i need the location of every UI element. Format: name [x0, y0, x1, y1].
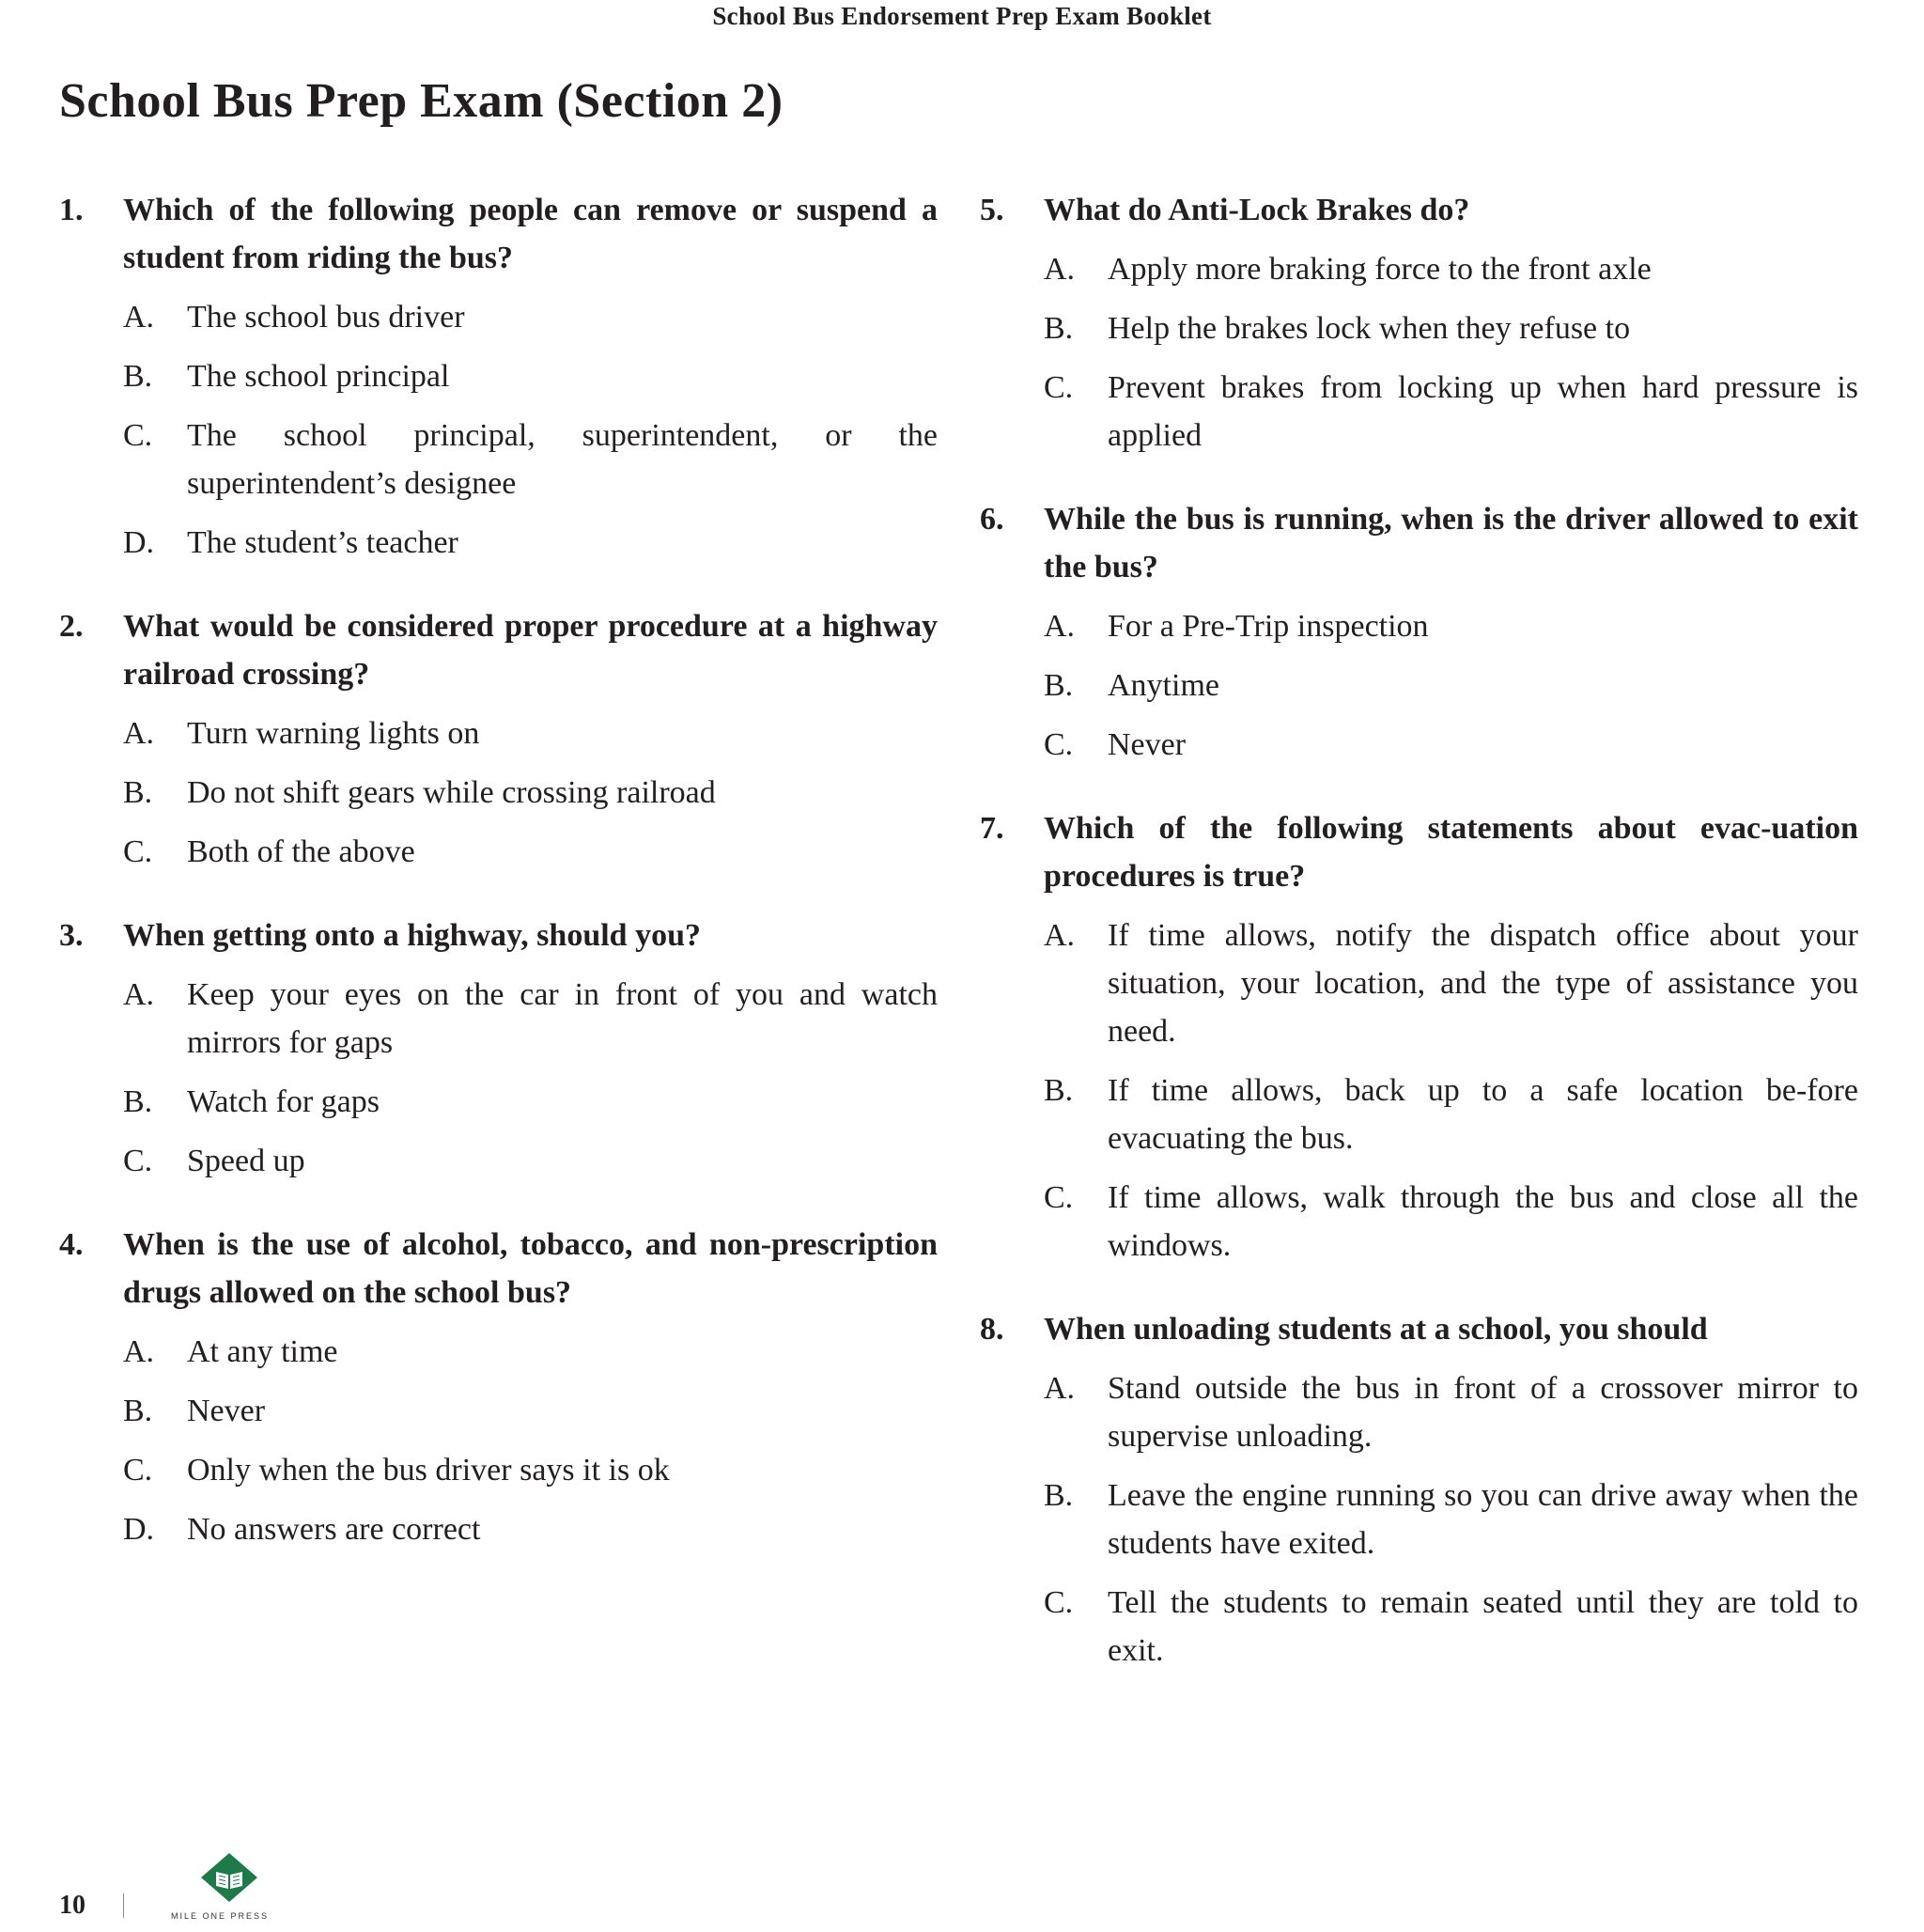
option-text: Never	[1108, 727, 1187, 762]
option-letter: C.	[1044, 370, 1074, 405]
answer-option	[59, 1505, 938, 1553]
option-text: Do not shift gears while crossing railroad	[187, 775, 716, 810]
answer-option	[59, 769, 938, 817]
option-letter: D.	[123, 525, 155, 560]
answer-option	[980, 1174, 1858, 1270]
question-text: Which of the following statements about evac-uation procedures is true?	[1044, 811, 1858, 894]
answer-option	[980, 1067, 1858, 1162]
question-7	[980, 804, 1858, 1270]
option-letter: C.	[1044, 1585, 1074, 1620]
answer-option	[980, 662, 1858, 709]
right-column	[980, 186, 1858, 1710]
option-letter: B.	[123, 775, 153, 810]
book-icon	[199, 1851, 259, 1904]
question-5	[980, 186, 1858, 460]
option-text: Never	[187, 1394, 266, 1428]
option-text: The student’s teacher	[187, 525, 458, 560]
page-number: 10	[59, 1891, 85, 1920]
answer-option	[59, 412, 938, 507]
question-number: 3.	[59, 918, 84, 953]
answer-option	[59, 709, 938, 757]
question-text: When unloading students at a school, you should	[1044, 1312, 1708, 1347]
answer-option	[980, 304, 1858, 352]
answer-option	[980, 721, 1858, 769]
answer-option	[59, 828, 938, 876]
option-text: Speed up	[187, 1144, 305, 1178]
question-number: 2.	[59, 609, 84, 644]
option-letter: B.	[123, 1084, 153, 1119]
question-3	[59, 911, 938, 1185]
question-text: Which of the following people can remove or suspend a student from riding the bus?	[123, 193, 938, 275]
option-letter: C.	[123, 834, 153, 869]
question-text: What would be considered proper procedure at a highway railroad crossing?	[123, 609, 938, 692]
option-letter: A.	[1044, 1371, 1076, 1406]
question-6	[980, 495, 1858, 769]
question-number: 4.	[59, 1227, 84, 1262]
answer-option	[980, 1364, 1858, 1460]
option-letter: A.	[123, 1334, 155, 1369]
option-text: Tell the students to remain seated until they are told to exit.	[1108, 1585, 1858, 1668]
answer-option	[980, 911, 1858, 1055]
question-stem	[980, 1305, 1858, 1353]
question-stem	[59, 1221, 938, 1317]
answer-option	[980, 1579, 1858, 1675]
option-letter: C.	[1044, 727, 1074, 762]
question-number: 6.	[980, 502, 1004, 537]
option-letter: C.	[123, 1453, 153, 1488]
option-letter: D.	[123, 1512, 155, 1547]
option-text: Anytime	[1108, 668, 1219, 703]
left-column	[59, 186, 938, 1589]
option-letter: C.	[123, 1144, 153, 1178]
option-text: The school principal, superintendent, or the superintendent’s designee	[187, 418, 938, 501]
option-letter: B.	[123, 1394, 153, 1428]
question-text: What do Anti-Lock Brakes do?	[1044, 193, 1470, 227]
option-text: Apply more braking force to the front axle	[1108, 252, 1652, 287]
question-text: When getting onto a highway, should you?	[123, 918, 701, 953]
answer-option	[59, 1446, 938, 1494]
option-letter: A.	[123, 300, 155, 335]
option-text: Prevent brakes from locking up when hard pressure is applied	[1108, 370, 1858, 453]
page-title: School Bus Prep Exam (Section 2)	[59, 74, 784, 128]
option-text: At any time	[187, 1334, 338, 1369]
option-letter: A.	[1044, 609, 1076, 644]
answer-option	[59, 352, 938, 400]
question-4	[59, 1221, 938, 1553]
question-text: While the bus is running, when is the driver allowed to exit the bus?	[1044, 502, 1858, 584]
answer-option	[59, 293, 938, 341]
option-text: If time allows, notify the dispatch office about your situation, your location, and the type of assistance you need.	[1108, 918, 1858, 1049]
question-number: 8.	[980, 1312, 1004, 1347]
answer-option	[980, 364, 1858, 460]
question-stem	[980, 804, 1858, 900]
option-letter: A.	[1044, 918, 1076, 953]
answer-option	[59, 1137, 938, 1185]
question-number: 7.	[980, 811, 1004, 846]
option-text: Help the brakes lock when they refuse to	[1108, 311, 1631, 346]
option-text: If time allows, walk through the bus and close all the windows.	[1108, 1180, 1858, 1263]
option-letter: B.	[1044, 311, 1074, 346]
question-1	[59, 186, 938, 567]
option-letter: A.	[1044, 252, 1076, 287]
question-8	[980, 1305, 1858, 1675]
option-text: Turn warning lights on	[187, 716, 480, 751]
question-stem	[980, 495, 1858, 591]
option-letter: A.	[123, 977, 155, 1012]
question-number: 5.	[980, 193, 1004, 227]
question-stem	[59, 911, 938, 959]
option-letter: B.	[1044, 1073, 1074, 1108]
option-text: Stand outside the bus in front of a crossover mirror to supervise unloading.	[1108, 1371, 1858, 1454]
option-text: The school principal	[187, 359, 450, 394]
question-stem	[980, 186, 1858, 234]
answer-option	[59, 519, 938, 567]
option-letter: B.	[1044, 1478, 1074, 1513]
option-text: Both of the above	[187, 834, 415, 869]
answer-option	[59, 1328, 938, 1376]
option-letter: B.	[1044, 668, 1074, 703]
question-2	[59, 602, 938, 876]
option-letter: A.	[123, 716, 155, 751]
option-text: Leave the engine running so you can drive away when the students have exited.	[1108, 1478, 1858, 1561]
answer-option	[980, 1472, 1858, 1567]
option-letter: C.	[123, 418, 153, 453]
answer-option	[980, 602, 1858, 650]
footer-divider	[123, 1893, 124, 1918]
option-text: Keep your eyes on the car in front of you and watch mirrors for gaps	[187, 977, 938, 1060]
option-letter: B.	[123, 359, 153, 394]
option-text: Watch for gaps	[187, 1084, 380, 1119]
option-text: The school bus driver	[187, 300, 465, 335]
option-letter: C.	[1044, 1180, 1074, 1215]
option-text: No answers are correct	[187, 1512, 481, 1547]
question-text: When is the use of alcohol, tobacco, and non-prescription drugs allowed on the school bus?	[123, 1227, 938, 1310]
publisher-name: MILE ONE PRESS	[171, 1911, 270, 1921]
question-number: 1.	[59, 193, 84, 227]
answer-option	[59, 971, 938, 1067]
answer-option	[59, 1387, 938, 1435]
question-stem	[59, 186, 938, 282]
answer-option	[980, 245, 1858, 293]
option-text: If time allows, back up to a safe location be-fore evacuating the bus.	[1108, 1073, 1858, 1156]
option-text: For a Pre-Trip inspection	[1108, 609, 1429, 644]
answer-option	[59, 1078, 938, 1126]
running-header: School Bus Endorsement Prep Exam Booklet	[712, 2, 1212, 30]
option-text: Only when the bus driver says it is ok	[187, 1453, 670, 1488]
question-stem	[59, 602, 938, 698]
